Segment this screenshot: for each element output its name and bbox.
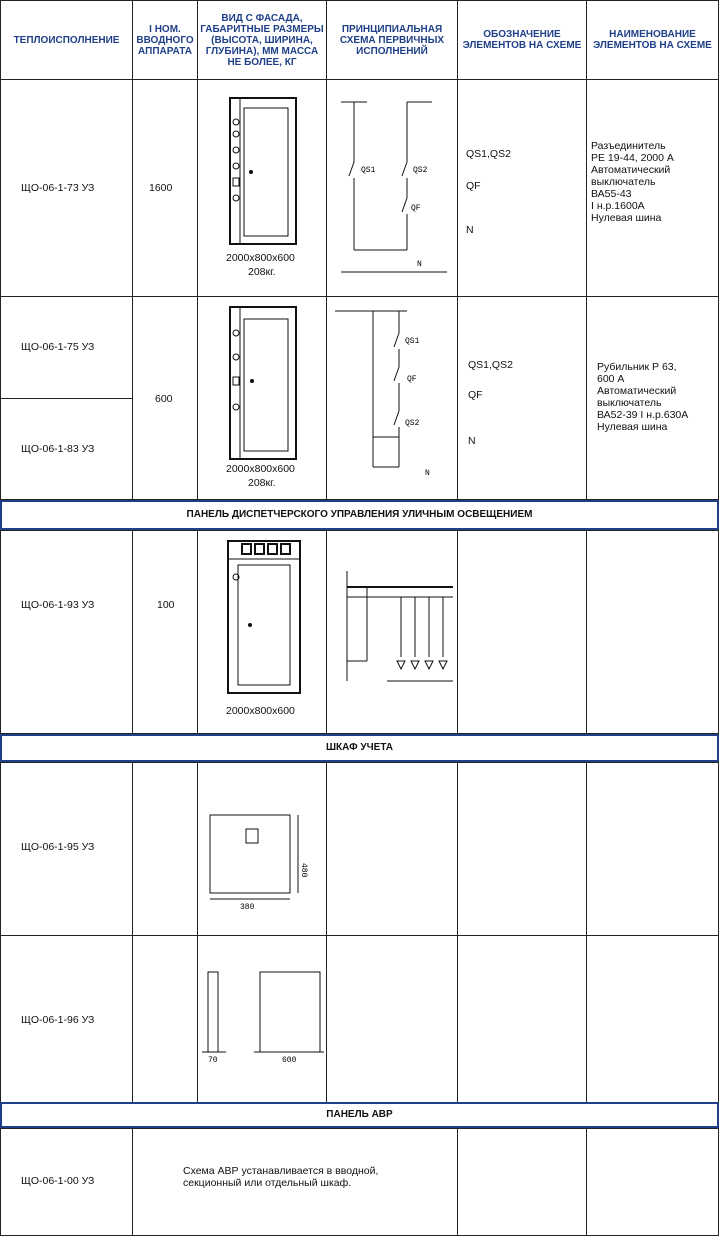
header-col-thermal: ТЕПЛОИСПОЛНЕНИЕ <box>0 0 133 80</box>
row3-current: 100 <box>157 599 175 611</box>
row3-current-cell <box>132 530 198 734</box>
row2-scheme-cell <box>326 296 458 500</box>
row2-des-a: QS1,QS2 <box>468 359 513 371</box>
row5-model-cell <box>0 935 133 1103</box>
row6-model-cell <box>0 1128 133 1236</box>
row6-names-cell <box>586 1128 719 1236</box>
row6-note-cell <box>132 1128 458 1236</box>
header-col-current: I НОМ. ВВОДНОГО АППАРАТА <box>132 0 198 80</box>
metering-box-drawing <box>198 763 328 937</box>
row3-facade-cell <box>197 530 327 734</box>
row1-names: Разъединитель РЕ 19-44, 2000 А Автоматический выключатель ВА55-43 I н.р.1600А Нулевая шина <box>591 140 674 224</box>
row1-model-cell <box>0 79 133 297</box>
row4-facade-cell <box>197 762 327 936</box>
row2-names: Рубильник Р 63, 600 А Автоматический выключатель ВА52-39 I н.р.630А Нулевая шина <box>597 361 689 433</box>
row4-dim-h: 480 <box>299 863 308 878</box>
row1-names-cell <box>586 79 719 297</box>
metering-box-side-drawing <box>198 936 328 1104</box>
row1-scheme-qs2: QS2 <box>413 166 428 175</box>
row4-model-cell <box>0 762 133 936</box>
row2-facade-cell <box>197 296 327 500</box>
row6-model: ЩО-06-1-00 УЗ <box>21 1175 95 1187</box>
row5-names-cell <box>586 935 719 1103</box>
row5-dim-w: 600 <box>282 1056 297 1065</box>
row1-designation-cell <box>457 79 587 297</box>
row2-scheme-qf: QF <box>407 375 417 384</box>
row2-scheme-n: N <box>425 469 430 478</box>
row5-model: ЩО-06-1-96 УЗ <box>21 1014 95 1026</box>
row3-designation-cell <box>457 530 587 734</box>
row3-model: ЩО-06-1-93 УЗ <box>21 599 95 611</box>
row1-scheme-n: N <box>417 260 422 269</box>
row1-model: ЩО-06-1-73 УЗ <box>21 182 95 194</box>
row5-designation-cell <box>457 935 587 1103</box>
row4-names-cell <box>586 762 719 936</box>
header-col-scheme: ПРИНЦИПИАЛЬНАЯ СХЕМА ПЕРВИЧНЫХ ИСПОЛНЕНИЙ <box>326 0 458 80</box>
row4-scheme-cell <box>326 762 458 936</box>
row1-dims: 2000х800х600 <box>226 252 295 264</box>
row1-mass: 208кг. <box>248 266 276 278</box>
row1-scheme-cell <box>326 79 458 297</box>
row1-current-cell <box>132 79 198 297</box>
header-col-name: НАИМЕНОВАНИЕ ЭЛЕМЕНТОВ НА СХЕМЕ <box>586 0 719 80</box>
row2-model-cell-a <box>0 296 133 399</box>
row2-model-a: ЩО-06-1-75 УЗ <box>21 341 95 353</box>
row2-model-cell-b <box>0 398 133 500</box>
row5-scheme-cell <box>326 935 458 1103</box>
row1-current: 1600 <box>149 182 173 194</box>
header-col-facade: ВИД С ФАСАДА, ГАБАРИТНЫЕ РАЗМЕРЫ (ВЫСОТА, ШИРИНА, ГЛУБИНА), ММ МАССА НЕ БОЛЕЕ, КГ <box>197 0 327 80</box>
row2-mass: 208кг. <box>248 477 276 489</box>
row2-des-c: N <box>468 435 476 447</box>
row2-dims: 2000х800х600 <box>226 463 295 475</box>
row4-current-cell <box>132 762 198 936</box>
row2-scheme-qs1: QS1 <box>405 337 420 346</box>
row4-dim-w: 380 <box>240 903 255 912</box>
row1-des-a: QS1,QS2 <box>466 148 511 160</box>
row2-des-b: QF <box>468 389 483 401</box>
row1-scheme-qs1: QS1 <box>361 166 376 175</box>
row5-facade-cell <box>197 935 327 1103</box>
row1-scheme-qf: QF <box>411 204 421 213</box>
row4-designation-cell <box>457 762 587 936</box>
row6-note: Схема АВР устанавливается в вводной, секционный или отдельный шкаф. <box>183 1165 379 1189</box>
row3-dims: 2000х800х600 <box>226 705 295 717</box>
row1-des-b: QF <box>466 180 481 192</box>
section-dispatch-panel: ПАНЕЛЬ ДИСПЕТЧЕРСКОГО УПРАВЛЕНИЯ УЛИЧНЫМ ОСВЕЩЕНИЕМ <box>0 500 719 530</box>
row3-names-cell <box>586 530 719 734</box>
row1-circuit-diagram <box>327 80 459 298</box>
row3-circuit-diagram <box>327 531 459 735</box>
row3-scheme-cell <box>326 530 458 734</box>
row2-model-b: ЩО-06-1-83 УЗ <box>21 443 95 455</box>
row5-current-cell <box>132 935 198 1103</box>
section-metering-cabinet: ШКАФ УЧЕТА <box>0 734 719 762</box>
row2-names-cell <box>586 296 719 500</box>
row2-scheme-qs2: QS2 <box>405 419 420 428</box>
row2-designation-cell <box>457 296 587 500</box>
section-avr-panel: ПАНЕЛЬ АВР <box>0 1102 719 1128</box>
row2-circuit-diagram <box>327 297 459 501</box>
row3-model-cell <box>0 530 133 734</box>
row5-dim-d: 70 <box>208 1056 218 1065</box>
header-col-designation: ОБОЗНАЧЕНИЕ ЭЛЕМЕНТОВ НА СХЕМЕ <box>457 0 587 80</box>
row6-designation-cell <box>457 1128 587 1236</box>
row4-model: ЩО-06-1-95 УЗ <box>21 841 95 853</box>
row2-current: 600 <box>155 393 173 405</box>
row1-des-c: N <box>466 224 474 236</box>
row2-current-cell <box>132 296 198 500</box>
row1-facade-cell <box>197 79 327 297</box>
